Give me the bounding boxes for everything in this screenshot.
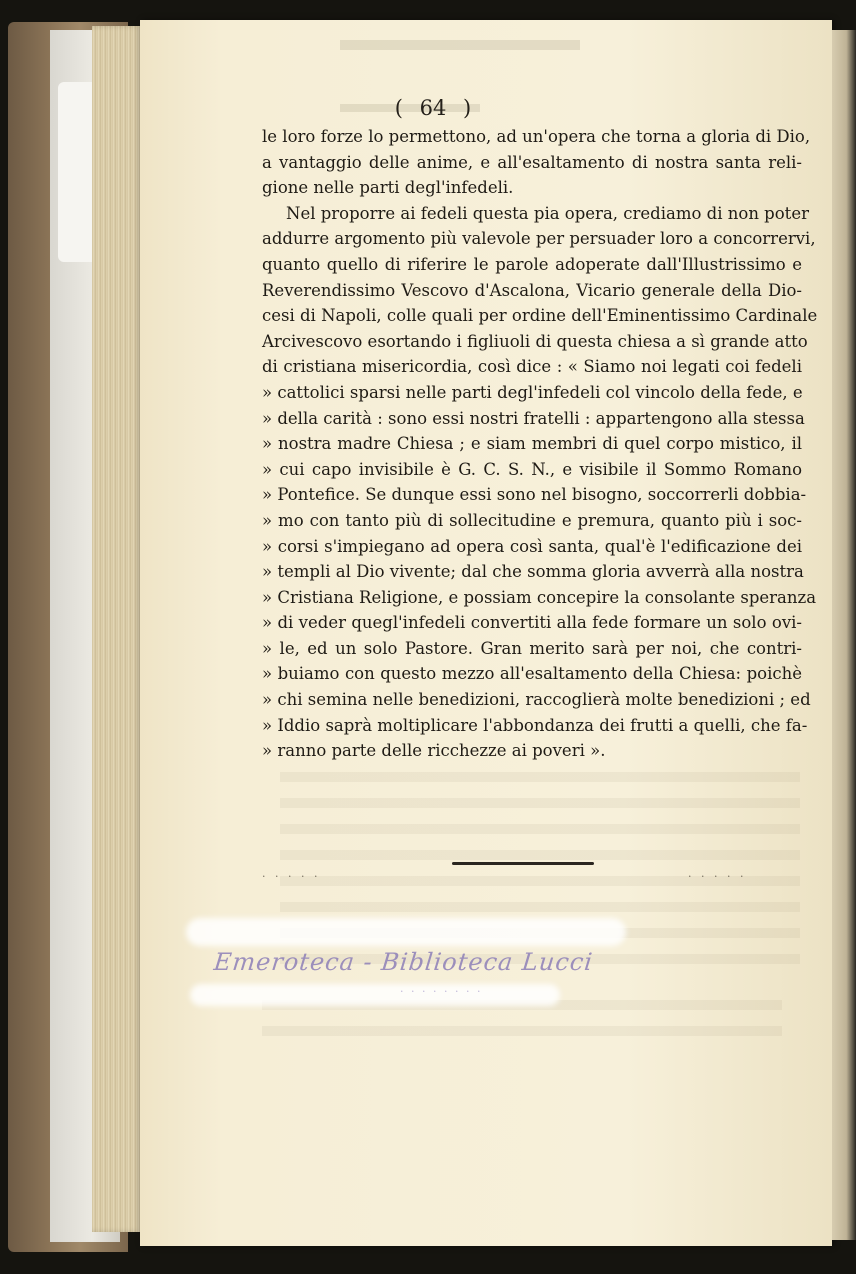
text-line: » ranno parte delle ricchezze ai poveri ». (262, 741, 606, 761)
text-line: » buiamo con questo mezzo all'esaltamento della Chiesa: poichè (262, 664, 802, 684)
text-line: gione nelle parti degl'infedeli. (262, 178, 514, 198)
page-number-open: ( (394, 96, 403, 120)
body-text (262, 124, 818, 764)
page-number (0, 96, 856, 120)
page-number-value: 64 (419, 96, 447, 120)
page-number-close: ) (463, 96, 472, 120)
text-line: di cristiana misericordia, così dice : « Siamo noi legati coi fedeli (262, 357, 802, 377)
page-edges (92, 26, 142, 1232)
section-rule (452, 862, 594, 865)
text-line: » di veder quegl'infedeli convertiti alla fede formare un solo ovi- (262, 613, 802, 633)
text-line: a vantaggio delle anime, e all'esaltamento di nostra santa reli- (262, 152, 802, 172)
text-line: Reverendissimo Vescovo d'Ascalona, Vicario generale della Dio- (262, 280, 802, 300)
text-line: » Cristiana Religione, e possiam concepire la consolante speranza (262, 587, 817, 607)
bleed-through-mark (262, 1000, 782, 1040)
ink-specks-right: · · · · · (688, 870, 747, 883)
bleed-through-mark (340, 40, 580, 50)
text-line: » nostra madre Chiesa ; e siam membri di quel corpo mistico, il (262, 434, 802, 454)
library-stamp-underline: · · · · · · · · (400, 985, 483, 998)
text-line: Nel proporre ai fedeli questa pia opera, crediamo di non poter (286, 203, 809, 223)
library-stamp: Emeroteca - Biblioteca Lucci (212, 948, 595, 976)
text-line: » Iddio saprà moltiplicare l'abbondanza dei frutti a quelli, che fa- (262, 715, 808, 735)
text-line: le loro forze lo permettono, ad un'opera che torna a gloria di Dio, (262, 127, 811, 146)
text-line: » della carità : sono essi nostri fratelli : appartengono alla stessa (262, 408, 805, 428)
text-line: » cui capo invisibile è G. C. S. N., e visibile il Sommo Romano (262, 459, 802, 479)
text-line: addurre argomento più valevole per persuader loro a concorrervi, (262, 229, 816, 249)
text-line: » Pontefice. Se dunque essi sono nel bisogno, soccorrerli dobbia- (262, 485, 807, 505)
text-line: » corsi s'impiegano ad opera così santa, qual'è l'edificazione dei (262, 536, 802, 556)
ink-specks-left: · · · · · (262, 870, 321, 883)
text-line: Arcivescovo esortando i figliuoli di questa chiesa a sì grande atto (262, 331, 808, 351)
text-line: » cattolici sparsi nelle parti degl'infedeli col vincolo della fede, e (262, 382, 803, 402)
text-line: » le, ed un solo Pastore. Gran merito sarà per noi, che contri- (262, 638, 802, 658)
text-line: » mo con tanto più di sollecitudine e premura, quanto più i soc- (262, 510, 802, 530)
text-line: quanto quello di riferire le parole adoperate dall'Illustrissimo e (262, 254, 802, 274)
right-page-edge (832, 30, 856, 1240)
text-line: cesi di Napoli, colle quali per ordine dell'Eminentissimo Cardinale (262, 306, 818, 326)
stamp-smear (186, 918, 626, 946)
text-line: » templi al Dio vivente; dal che somma gloria avverrà alla nostra (262, 562, 804, 582)
text-line: » chi semina nelle benedizioni, raccoglierà molte benedizioni ; ed (262, 690, 811, 710)
stamp-smear (190, 984, 560, 1006)
